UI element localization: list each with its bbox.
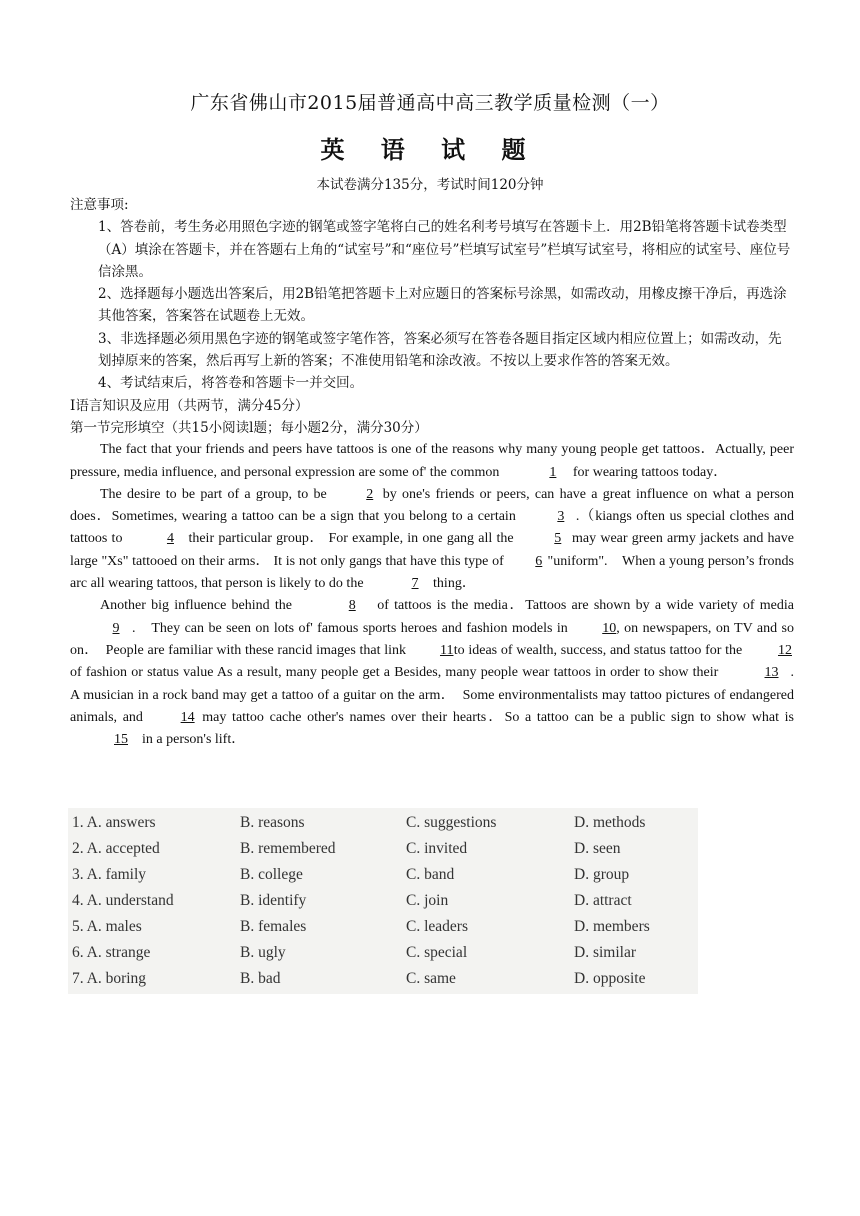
option-c: C. join (406, 892, 449, 909)
blank-15: 15 (114, 732, 128, 748)
blank-2: 2 (366, 486, 374, 502)
blank-5: 5 (554, 531, 562, 547)
passage-text: to ideas of wealth, success, and status tattoo for the (453, 642, 746, 658)
option-a: 7. A. boring (72, 970, 147, 987)
option-c: C. special (406, 944, 468, 961)
notice-item: 4、考试结束后，将答卷和答题卡一并交回。 (98, 375, 364, 392)
option-row (68, 866, 698, 892)
blank-10: 10 (602, 620, 617, 636)
option-row (68, 970, 698, 996)
passage-text: of tattoos is the media．Tattoos are shown by a wide variety of media (377, 598, 794, 614)
exam-meta: 本试卷满分135分，考试时间120分钟 (316, 177, 544, 193)
passage-text: . They can be seen on lots of' famous sports heroes and fashion models in (132, 620, 573, 636)
option-c: C. invited (406, 840, 468, 857)
part-heading: I语言知识及应用（共两节，满分45分） (70, 397, 309, 414)
passage-text: , on newspapers, on TV and so on． People are familiar with these rancid images that link (70, 620, 794, 658)
passage-text: by one's friends or peers, can have a great influence on what a person does．Sometimes, wearing a tattoo can be a sign that you belong to a certain (70, 486, 794, 525)
passage-text: of fashion or status value As a result, many people get a Besides, many people wear tattoos in order to show their (70, 665, 723, 681)
notice-item: 2、选择题每小题选出答案后，用2B铅笔把答题卡上对应题日的答案标号涂黑，如需改动，用橡皮擦干净后，再选涂其他答案，答案答在试题卷上无效。 (98, 286, 787, 325)
passage-text: The fact that your friends and peers have tattoos is one of the reasons why many young people get tattoos．Actually, peer pressure, media influence, and personal expression are some of' the common (70, 442, 794, 480)
passage-text: thing． (433, 576, 476, 592)
option-b: B. college (240, 866, 303, 883)
option-b: B. bad (240, 970, 281, 987)
passage-text: . A musician in a rock band may get a tattoo of a guitar on the arm． Some environmentalists may tattoo pictures of endangered animals, and (70, 665, 808, 725)
passage-paragraph-1 (70, 439, 794, 484)
section-heading: 第一节完形填空（共15小阅读l题；每小题2分，满分30分） (70, 419, 428, 436)
passage-text: "uniform". When a young person’s fronds arc all wearing tattoos, that person is likely to do the (70, 553, 794, 592)
passage-text: in a person's lift． (142, 732, 246, 748)
notice-item: 1、答卷前，考生务必用照色字迹的钢笔或签字笔将白己的姓名利考号填写在答题卡上．用2B铅笔将答题卡试卷类型（A）填涂在答题卡，并在答题右上角的“试室号”和“座位号”栏填写试室号”栏填写试室号，将相应的试室号、座位号信涂黑。 (98, 219, 791, 280)
option-c: C. suggestions (406, 814, 497, 831)
blank-1: 1 (549, 464, 557, 480)
option-b: B. remembered (240, 840, 336, 857)
blank-6: 6 (535, 553, 543, 569)
option-d: D. group (574, 866, 630, 883)
answer-options-image (68, 808, 698, 994)
passage-text: for wearing tattoos today． (572, 464, 728, 480)
option-row (68, 840, 698, 866)
option-d: D. opposite (574, 970, 646, 987)
blank-7: 7 (411, 576, 419, 592)
notice-item: 3、非选择题必须用黑色字迹的钢笔或签字笔作答，答案必须写在答卷各题目指定区域内相应位置上；如需改动，先划掉原来的答案，然后再写上新的答案；不准使用铅笔和涂改液。不按以上要求作答的答案无效。 (98, 330, 782, 370)
passage-text: their particular group． For example, in one gang all the (188, 531, 518, 547)
notice-heading: 注意事项: (70, 197, 129, 213)
option-row (68, 944, 698, 970)
passage-paragraph-2 (70, 484, 794, 595)
option-a: 6. A. strange (72, 944, 151, 961)
blank-8: 8 (348, 598, 356, 614)
passage-paragraph-3 (70, 595, 808, 751)
exam-body (70, 194, 808, 751)
blank-3: 3 (557, 509, 565, 525)
option-a: 5. A. males (72, 918, 142, 935)
option-c: C. same (406, 970, 456, 987)
exam-title: 广东省佛山市2015届普通高中高三教学质量检测（一） (190, 92, 670, 114)
option-a: 1. A. answers (72, 814, 156, 831)
option-a: 2. A. accepted (72, 840, 160, 857)
blank-14: 14 (180, 709, 195, 725)
option-d: D. seen (574, 840, 621, 857)
blank-13: 13 (764, 665, 779, 681)
option-row (68, 892, 698, 918)
option-d: D. members (574, 918, 650, 935)
option-d: D. attract (574, 892, 632, 909)
option-a: 4. A. understand (72, 892, 174, 909)
passage-text: Another big influence behind the (100, 598, 298, 614)
passage-text: The desire to be part of a group, to be (100, 486, 327, 502)
option-b: B. ugly (240, 944, 286, 961)
blank-11: 11 (439, 642, 454, 658)
option-b: B. reasons (240, 814, 305, 831)
blank-4: 4 (166, 531, 174, 547)
subject-title: 英 语 试 题 (320, 135, 540, 164)
option-c: C. band (406, 866, 455, 883)
option-row (68, 918, 698, 944)
option-b: B. females (240, 918, 307, 935)
passage-text: may wear green army jackets and have large "Xs" tattooed on their arms． It is not only gangs that have this type of (70, 531, 794, 569)
option-row (68, 814, 698, 840)
option-b: B. identify (240, 892, 307, 909)
option-d: D. similar (574, 944, 636, 961)
passage-text: .（kiangs often us special clothes and tattoos to (70, 509, 794, 547)
passage-text: may tattoo cache other's names over their hearts．So a tattoo can be a public sign to show what is (196, 709, 795, 725)
option-d: D. methods (574, 814, 646, 831)
blank-9: 9 (112, 620, 120, 636)
option-a: 3. A. family (72, 866, 147, 883)
blank-12: 12 (778, 642, 792, 658)
option-c: C. leaders (406, 918, 468, 935)
